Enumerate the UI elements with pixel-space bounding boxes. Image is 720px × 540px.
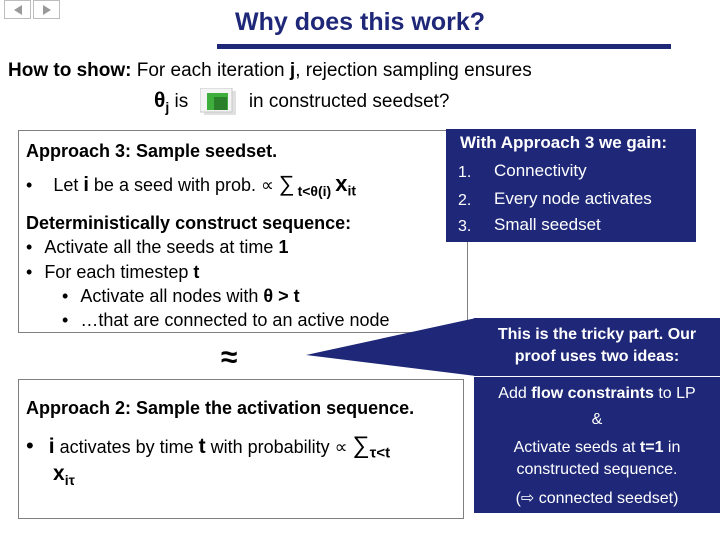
sum-subscript: t<θ(i) bbox=[297, 182, 332, 199]
question-line-1 bbox=[8, 60, 532, 82]
timestep-item bbox=[26, 262, 199, 283]
checkbox-icon bbox=[200, 88, 238, 116]
gain-item-label: Every node activates bbox=[494, 189, 652, 208]
ideas-box bbox=[474, 377, 720, 513]
gain-item-1 bbox=[458, 161, 587, 183]
bullet: • bbox=[26, 175, 33, 195]
gain-item-label: Connectivity bbox=[494, 161, 587, 180]
add-text: Add bbox=[498, 385, 532, 402]
callout-line-2: proof uses two ideas: bbox=[514, 348, 680, 365]
connected-seedset bbox=[474, 488, 720, 508]
gain-item-label: Small seedset bbox=[494, 215, 601, 234]
gain-item-2 bbox=[458, 189, 652, 211]
question-text: For each iteration bbox=[131, 60, 290, 81]
bullet: • bbox=[26, 237, 33, 257]
bullet: • bbox=[62, 286, 69, 306]
callout-pointer bbox=[306, 318, 476, 378]
theta-gt-t: θ > t bbox=[263, 286, 300, 306]
approx-symbol: ≈ bbox=[221, 341, 238, 374]
ampersand: & bbox=[591, 411, 603, 428]
flow-constraints: flow constraints bbox=[531, 385, 654, 402]
activate-text: Activate seeds at bbox=[513, 439, 640, 456]
sum-symbol: ∑ bbox=[278, 171, 295, 196]
question-text-end: , rejection sampling ensures bbox=[295, 60, 532, 81]
x-subscript: it bbox=[347, 182, 357, 199]
t-var: t bbox=[198, 435, 206, 458]
sum-symbol: ∑ bbox=[352, 432, 370, 459]
bullet: • bbox=[62, 310, 69, 330]
x-term bbox=[53, 462, 75, 488]
activates-text: activates by time bbox=[54, 437, 199, 457]
theta-subscript: j bbox=[165, 98, 170, 115]
let-text: Let bbox=[53, 175, 84, 195]
gain-item-num: 3. bbox=[458, 218, 472, 235]
bullet: • bbox=[26, 262, 33, 282]
approach2-heading: Approach 2: Sample the activation sequence. bbox=[26, 398, 415, 418]
theta-symbol: θ bbox=[154, 89, 166, 113]
gain-box bbox=[446, 129, 696, 242]
t-var: t bbox=[193, 262, 200, 282]
prob-text: with probability ∝ bbox=[205, 437, 353, 457]
in-text: in bbox=[663, 439, 681, 456]
approach3-heading: Approach 3: Sample seedset. bbox=[26, 141, 278, 161]
activate-nodes-item bbox=[62, 286, 300, 307]
tricky-callout bbox=[474, 318, 720, 376]
callout-line-1: This is the tricky part. Our bbox=[497, 326, 697, 343]
title-underline bbox=[217, 44, 671, 49]
connected-text: connected seedset) bbox=[534, 490, 679, 507]
activate-seeds-item bbox=[26, 237, 288, 258]
seed-var: i bbox=[83, 174, 89, 196]
gain-item-num: 1. bbox=[458, 164, 472, 181]
connected-text: …that are connected to an active node bbox=[80, 310, 390, 330]
paren-open: ( bbox=[515, 490, 521, 507]
for-text: For each timestep bbox=[44, 262, 194, 282]
x-var: x bbox=[53, 462, 65, 485]
is-text: is bbox=[169, 91, 189, 113]
time-1: 1 bbox=[278, 237, 289, 257]
question-line-2 bbox=[154, 88, 450, 116]
sum-subscript: τ<t bbox=[369, 444, 391, 462]
arrow-icon: ⇨ bbox=[520, 490, 535, 507]
approach2-bullet bbox=[26, 432, 390, 462]
gain-heading: With Approach 3 we gain: bbox=[460, 133, 668, 152]
approach2-box bbox=[18, 379, 464, 519]
seed-text: be a seed with prob. ∝ bbox=[88, 175, 279, 195]
construct-heading: Deterministically construct sequence: bbox=[26, 213, 352, 233]
x-var: x bbox=[335, 171, 348, 196]
x-subscript: iτ bbox=[64, 472, 75, 489]
bullet: • bbox=[26, 433, 34, 458]
t-equals-1: t=1 bbox=[639, 439, 664, 456]
idea-flow bbox=[474, 385, 720, 403]
slide-title: Why does this work? bbox=[234, 8, 486, 36]
iteration-var: j bbox=[289, 60, 296, 81]
approach3-bullet bbox=[26, 171, 356, 199]
activate-text: Activate all the seeds at time bbox=[44, 237, 279, 257]
node-var: i bbox=[48, 435, 55, 458]
gain-item-num: 2. bbox=[458, 192, 472, 209]
to-lp-text: to LP bbox=[653, 385, 696, 402]
question-prefix: How to show: bbox=[8, 60, 132, 81]
question-text-2: in constructed seedset? bbox=[248, 91, 450, 113]
constructed-text: constructed sequence. bbox=[516, 461, 678, 478]
gain-item-3 bbox=[458, 215, 601, 237]
approach3-box bbox=[18, 130, 468, 333]
nodes-text: Activate all nodes with bbox=[80, 286, 264, 306]
idea-activate bbox=[474, 439, 720, 457]
